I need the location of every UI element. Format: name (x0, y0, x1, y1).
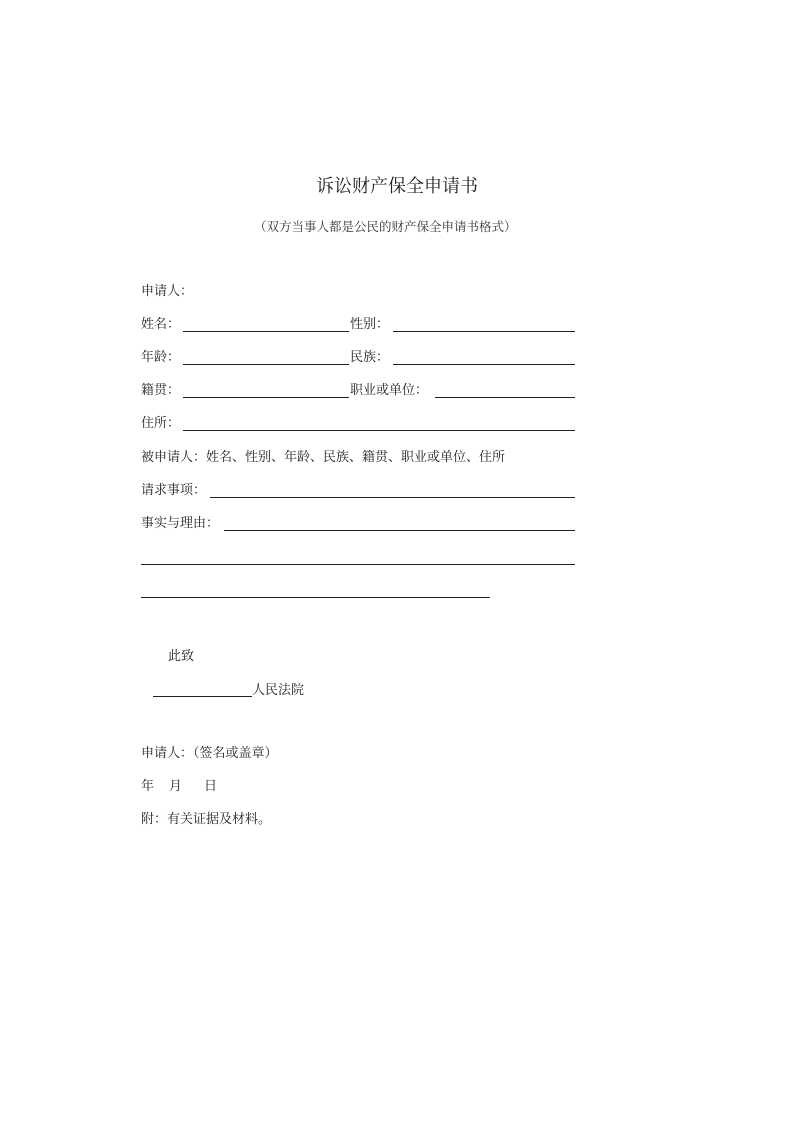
ethnicity-label: 民族： (350, 350, 390, 365)
facts-reasons-label: 事实与理由： (141, 516, 220, 531)
facts-reasons-line-2[interactable] (141, 564, 575, 565)
date-month: 月 (169, 779, 183, 794)
age-label: 年龄： (141, 350, 181, 365)
respondent-line: 被申请人：姓名、性别、年龄、民族、籍贯、职业或单位、住所 (141, 450, 506, 465)
signature-line: 申请人：（签名或盖章） (141, 746, 278, 761)
occupation-field[interactable] (435, 397, 575, 398)
date-day: 日 (204, 779, 218, 794)
address-label: 住所： (141, 416, 181, 431)
attachment-note: 附：有关证据及材料。 (141, 812, 272, 827)
origin-field[interactable] (183, 397, 349, 398)
court-suffix: 人民法院 (252, 683, 305, 698)
applicant-heading: 申请人： (141, 284, 194, 299)
request-items-field[interactable] (210, 497, 575, 498)
origin-label: 籍贯： (141, 383, 181, 398)
document-subtitle: （双方当事人都是公民的财产保全申请书格式） (254, 219, 517, 234)
facts-reasons-field[interactable] (224, 530, 575, 531)
name-label: 姓名： (141, 317, 181, 332)
closing-text: 此致 (168, 649, 195, 664)
gender-label: 性别： (350, 317, 390, 332)
name-field[interactable] (183, 331, 349, 332)
age-field[interactable] (183, 364, 349, 365)
ethnicity-field[interactable] (393, 364, 575, 365)
date-year: 年 (141, 779, 155, 794)
address-field[interactable] (183, 430, 575, 431)
facts-reasons-line-3[interactable] (141, 597, 490, 598)
request-items-label: 请求事项： (141, 483, 207, 498)
occupation-label: 职业或单位： (350, 383, 429, 398)
court-name-field[interactable] (153, 696, 252, 697)
document-title: 诉讼财产保全申请书 (316, 176, 478, 197)
gender-field[interactable] (393, 331, 575, 332)
